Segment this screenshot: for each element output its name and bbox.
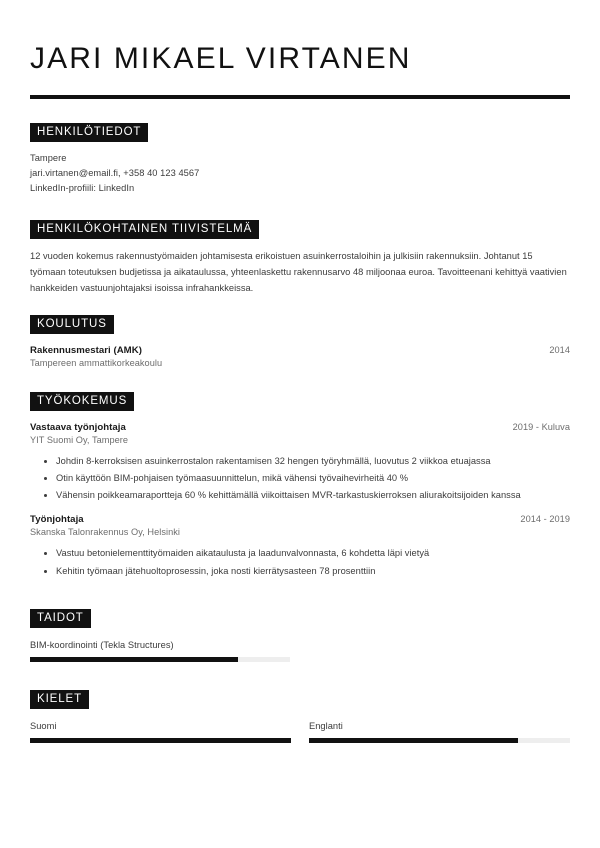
- section-heading-languages: KIELET: [30, 690, 89, 709]
- experience-entry: [30, 422, 570, 503]
- skill-item: [30, 640, 290, 662]
- section-contact: [30, 122, 570, 196]
- section-heading-contact: HENKILÖTIEDOT: [30, 123, 148, 142]
- job-date: 2014 - 2019: [520, 514, 570, 525]
- skill-label: BIM-koordinointi (Tekla Structures): [30, 639, 174, 650]
- job-date: 2019 - Kuluva: [512, 422, 570, 433]
- language-label: Englanti: [309, 720, 343, 731]
- education-degree: Rakennusmestari (AMK): [30, 345, 142, 357]
- contact-email-phone: jari.virtanen@email.fi, +358 40 123 4567: [30, 168, 200, 179]
- job-bullets: [30, 454, 570, 503]
- language-grid: [30, 721, 570, 743]
- section-experience: [30, 391, 570, 578]
- contact-list: [30, 151, 570, 196]
- section-education: [30, 314, 570, 368]
- language-item: [309, 721, 570, 743]
- summary-text: 12 vuoden kokemus rakennustyömaiden johtamisesta erikoistuen asuinkerrostaloihin ja julkisiin rakennuksiin. Johtanut 15 työmaan toteutuksen budjetissa ja aikataulussa, yhteenlaskettu rakennusarvo 48 miljoonaa euroa. Tavoitteenani kehittyä vaativien hankkeiden vastuunjohtajaksi isoissa infrahankkeissa.: [30, 251, 567, 294]
- education-date: 2014: [549, 345, 570, 356]
- education-entry: [30, 345, 570, 368]
- spacer: [30, 196, 570, 219]
- language-label: Suomi: [30, 720, 57, 731]
- section-summary: [30, 219, 570, 297]
- section-heading-education: KOULUTUS: [30, 315, 114, 334]
- list-item: Vähensin poikkeamaraportteja 60 % kehittämällä viikoittaisen MVR-tarkastuskierroksen aliurakoitsijoiden kanssa: [56, 488, 570, 503]
- header-divider: [30, 95, 570, 99]
- page-title: JARI MIKAEL VIRTANEN: [30, 42, 412, 75]
- list-item: Otin käyttöön BIM-pohjaisen työmaasuunnittelun, mikä vähensi työvaihevirheitä 40 %: [56, 471, 570, 486]
- spacer: [30, 662, 570, 689]
- section-heading-summary: HENKILÖKOHTAINEN TIIVISTELMÄ: [30, 220, 259, 239]
- job-company: Skanska Talonrakennus Oy, Helsinki: [30, 527, 180, 538]
- list-item: Vastuu betonielementtityömaiden aikataulusta ja laadunvalvonnasta, 6 kohdetta läpi vietyä: [56, 546, 570, 561]
- section-heading-experience: TYÖKOKEMUS: [30, 392, 134, 411]
- job-bullets: [30, 546, 570, 578]
- section-skills: [30, 608, 570, 662]
- section-languages: [30, 689, 570, 743]
- section-heading-skills: TAIDOT: [30, 609, 91, 628]
- contact-location: Tampere: [30, 153, 67, 164]
- list-item: Johdin 8-kerroksisen asuinkerrostalon rakentamisen 32 hengen työryhmällä, luovutus 2 viikkoa etuajassa: [56, 454, 570, 469]
- job-company: YIT Suomi Oy, Tampere: [30, 435, 129, 446]
- contact-linkedin[interactable]: LinkedIn-profiili: LinkedIn: [30, 183, 135, 194]
- job-title: Vastaava työnjohtaja: [30, 422, 126, 434]
- experience-entry: [30, 514, 570, 578]
- language-bar-track: [30, 738, 291, 743]
- list-item: Kehitin työmaan jätehuoltoprosessin, joka nosti kierrätysasteen 78 prosenttiin: [56, 564, 570, 579]
- job-title: Työnjohtaja: [30, 514, 84, 526]
- language-bar-track: [309, 738, 570, 743]
- language-bar-fill: [309, 738, 518, 743]
- spacer: [30, 368, 570, 391]
- language-bar-fill: [30, 738, 291, 743]
- entry-header-row: [30, 422, 570, 433]
- spacer: [30, 581, 570, 608]
- language-item: [30, 721, 291, 743]
- entry-header-row: [30, 514, 570, 525]
- entry-header-row: [30, 345, 570, 356]
- education-institution: Tampereen ammattikorkeakoulu: [30, 358, 163, 369]
- spacer: [30, 297, 570, 314]
